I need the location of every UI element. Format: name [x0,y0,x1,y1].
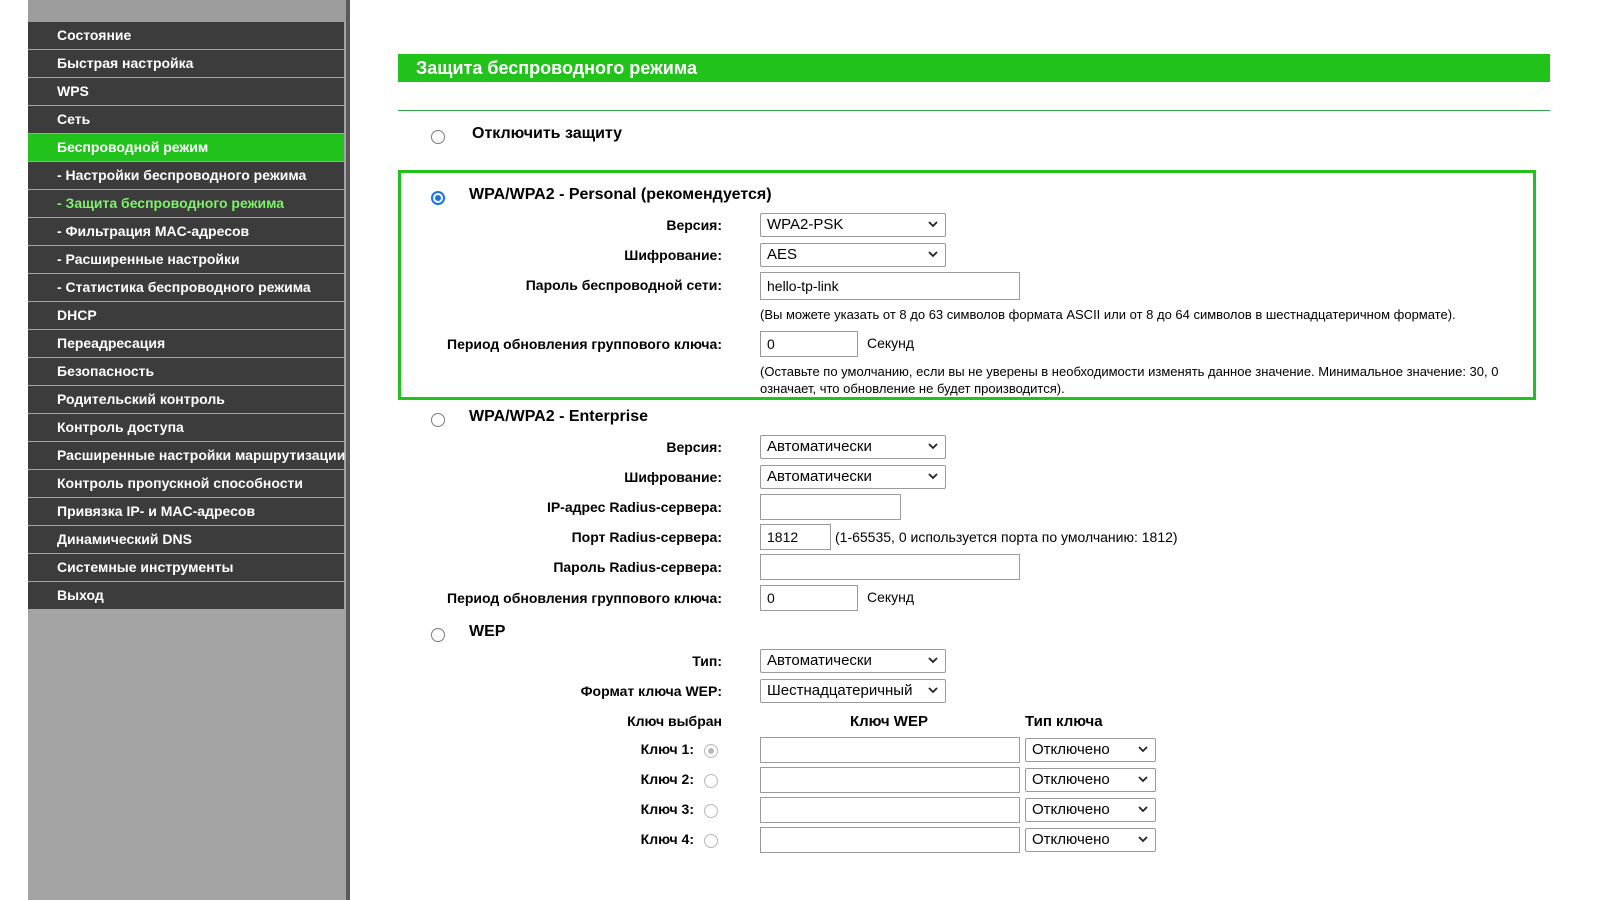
sidebar-item-wireless-statistics[interactable]: - Статистика беспроводного режима [28,274,344,301]
wep-format-label: Формат ключа WEP: [580,683,722,699]
wep-key-4-label: Ключ 4: [640,831,694,847]
sidebar-item-wireless-advanced[interactable]: - Расширенные настройки [28,246,344,273]
wep-key-3-input[interactable] [760,797,1020,823]
wep-format-select[interactable] [760,679,946,703]
wep-key-1-label: Ключ 1: [640,741,694,757]
enterprise-version-value: Автоматически [767,438,872,455]
personal-password-hint: (Вы можете указать от 8 до 63 символов формата ASCII или от 8 до 64 символов в шестнадцатеричном формате). [760,307,1456,322]
personal-group-key-unit: Секунд [867,335,915,351]
wep-key-2-type-value: Отключено [1032,771,1110,788]
radius-password-label: Пароль Radius-сервера: [553,559,722,575]
chevron-down-icon [1137,772,1149,786]
personal-encryption-label: Шифрование: [624,247,722,263]
title-divider [398,110,1550,111]
wep-key-selected-header: Ключ выбран [627,713,722,729]
wep-key-2-label: Ключ 2: [640,771,694,787]
wep-key-3-type-select[interactable] [1025,798,1156,822]
wep-key-1-input[interactable] [760,737,1020,763]
radius-password-input[interactable] [760,554,1020,580]
sidebar-item-advanced-routing[interactable]: Расширенные настройки маршрутизации [28,442,344,469]
sidebar-item-security[interactable]: Безопасность [28,358,344,385]
sidebar-item-forwarding[interactable]: Переадресация [28,330,344,357]
sidebar-item-dynamic-dns[interactable]: Динамический DNS [28,526,344,553]
personal-group-key-input[interactable]: 0 [760,331,858,357]
sidebar-item-network[interactable]: Сеть [28,106,344,133]
wep-key-3-radio[interactable] [704,804,718,818]
wep-key-4-radio[interactable] [704,834,718,848]
wep-radio[interactable] [431,628,445,642]
wep-key-1-type-select[interactable] [1025,738,1156,762]
chevron-down-icon [927,217,939,231]
wep-type-value: Автоматически [767,652,872,669]
radius-ip-input[interactable] [760,494,901,520]
chevron-down-icon [1137,832,1149,846]
sidebar-item-bandwidth-control[interactable]: Контроль пропускной способности [28,470,344,497]
enterprise-group-key-input[interactable]: 0 [760,585,858,611]
wep-type-select[interactable] [760,649,946,673]
chevron-down-icon [927,439,939,453]
enterprise-encryption-value: Автоматически [767,468,872,485]
chevron-down-icon [927,247,939,261]
wep-key-header: Ключ WEP [850,713,928,730]
enterprise-encryption-label: Шифрование: [624,469,722,485]
personal-title: WPA/WPA2 - Personal (рекомендуется) [469,186,772,203]
sidebar-item-ip-mac-binding[interactable]: Привязка IP- и MAC-адресов [28,498,344,525]
wep-key-3-type-value: Отключено [1032,801,1110,818]
sidebar-item-parental-control[interactable]: Родительский контроль [28,386,344,413]
radius-ip-label: IP-адрес Radius-сервера: [546,499,722,515]
wep-key-2-radio[interactable] [704,774,718,788]
personal-version-value: WPA2-PSK [767,216,844,233]
chevron-down-icon [1137,802,1149,816]
radius-port-hint: (1-65535, 0 используется порта по умолчанию: 1812) [835,529,1178,545]
wep-key-4-type-select[interactable] [1025,828,1156,852]
sidebar [28,0,350,900]
sidebar-top-band [28,0,346,22]
radius-port-input[interactable]: 1812 [760,524,831,550]
chevron-down-icon [1137,742,1149,756]
personal-version-select[interactable] [760,213,946,237]
enterprise-encryption-select[interactable] [760,465,946,489]
main-content [352,0,1600,900]
enterprise-version-label: Версия: [666,439,722,455]
wep-type-label: Тип: [692,653,722,669]
sidebar-item-mac-filtering[interactable]: - Фильтрация MAC-адресов [28,218,344,245]
personal-encryption-value: AES [767,246,798,263]
sidebar-item-dhcp[interactable]: DHCP [28,302,344,329]
disable-security-radio[interactable] [431,130,445,144]
sidebar-item-status[interactable]: Состояние [28,22,344,49]
sidebar-item-quick-setup[interactable]: Быстрая настройка [28,50,344,77]
enterprise-version-select[interactable] [760,435,946,459]
wep-title: WEP [469,623,506,640]
wep-format-value: Шестнадцатеричный [767,682,913,699]
sidebar-item-access-control[interactable]: Контроль доступа [28,414,344,441]
wep-key-1-radio[interactable] [704,744,718,758]
chevron-down-icon [927,469,939,483]
wep-key-4-input[interactable] [760,827,1020,853]
wep-key-2-type-select[interactable] [1025,768,1156,792]
wep-key-1-type-value: Отключено [1032,741,1110,758]
disable-security-label: Отключить защиту [472,125,623,142]
wep-key-3-label: Ключ 3: [640,801,694,817]
enterprise-group-key-unit: Секунд [867,589,915,605]
sidebar-menu [28,22,346,609]
sidebar-item-wireless-settings[interactable]: - Настройки беспроводного режима [28,162,344,189]
personal-group-key-label: Период обновления группового ключа: [447,336,722,352]
personal-password-input[interactable]: hello-tp-link [760,272,1020,300]
sidebar-item-wireless[interactable]: Беспроводной режим [28,134,344,161]
personal-group-key-hint: (Оставьте по умолчанию, если вы не уверены в необходимости изменять данное значение. Минимальное значение: 30, 0 означает, что обновление не будет производится). [760,364,1499,396]
chevron-down-icon [927,683,939,697]
personal-version-label: Версия: [666,217,722,233]
wep-key-2-input[interactable] [760,767,1020,793]
sidebar-item-system-tools[interactable]: Системные инструменты [28,554,344,581]
personal-encryption-select[interactable] [760,243,946,267]
wep-key-type-header: Тип ключа [1025,713,1103,730]
sidebar-item-wps[interactable]: WPS [28,78,344,105]
page-title: Защита беспроводного режима [398,54,1550,82]
personal-radio[interactable] [431,191,445,205]
sidebar-item-wireless-security[interactable]: - Защита беспроводного режима [28,190,344,217]
enterprise-title: WPA/WPA2 - Enterprise [469,408,648,425]
wep-key-4-type-value: Отключено [1032,831,1110,848]
radius-port-label: Порт Radius-сервера: [571,529,722,545]
enterprise-radio[interactable] [431,413,445,427]
personal-password-label: Пароль беспроводной сети: [525,277,722,293]
enterprise-group-key-label: Период обновления группового ключа: [447,590,722,606]
chevron-down-icon [927,653,939,667]
sidebar-item-logout[interactable]: Выход [28,582,344,609]
